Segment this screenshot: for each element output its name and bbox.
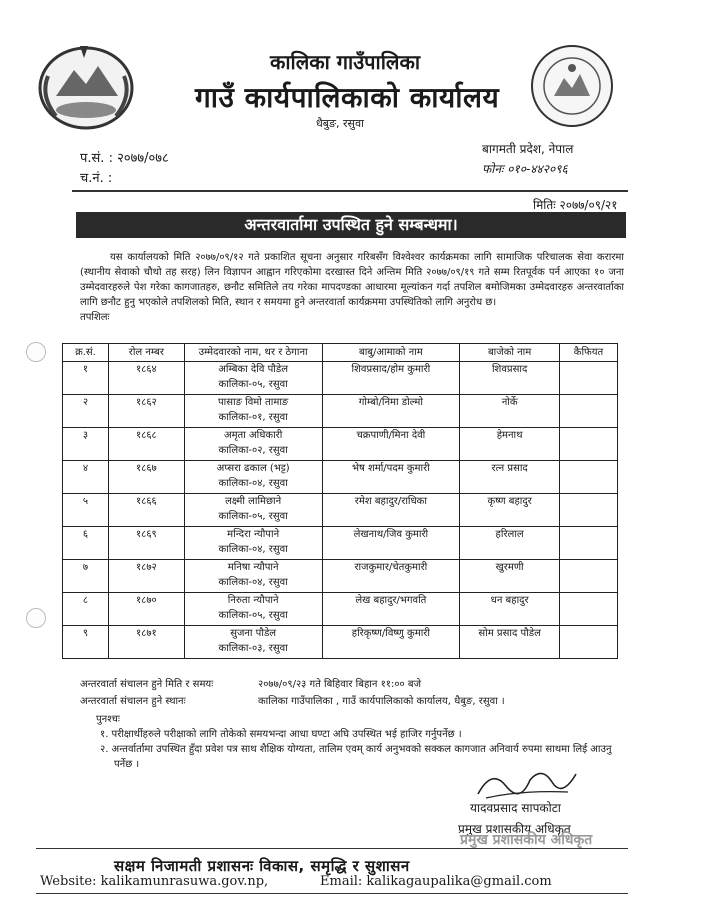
cell-roll: १८७१: [108, 626, 184, 659]
cell-grandfather: रत्न प्रसाद: [460, 461, 560, 494]
candidate-address: कालिका-०१, रसुवा: [218, 412, 288, 423]
table-row: [63, 362, 618, 395]
body-paragraph: [80, 250, 624, 325]
candidate-address: कालिका-०५, रसुवा: [218, 379, 288, 390]
col-sn: क्र.सं.: [63, 344, 109, 362]
org-name: कालिका गाउँपालिका: [270, 50, 421, 74]
cell-sn: ६: [63, 527, 109, 560]
cell-parents: लेखनाथ/जिव कुमारी: [322, 527, 460, 560]
interview-place-value: कालिका गाउँपालिका , गाउँ कार्यपालिकाको कार्यालय, धैबुङ, रसुवा ।: [258, 696, 505, 707]
cell-roll: १८६४: [108, 362, 184, 395]
table-row: [63, 395, 618, 428]
cell-candidate: [184, 560, 322, 593]
cell-candidate: [184, 395, 322, 428]
cell-sn: ७: [63, 560, 109, 593]
table-row: [63, 494, 618, 527]
cell-candidate: [184, 626, 322, 659]
candidate-address: कालिका-०३, रसुवा: [218, 643, 288, 654]
cell-candidate: [184, 593, 322, 626]
cell-parents: भेष शर्मा/पदम कुमारी: [322, 461, 460, 494]
ps-label: प.सं. :: [80, 151, 113, 166]
cell-sn: ४: [63, 461, 109, 494]
table-row: [63, 428, 618, 461]
candidate-address: कालिका-०५, रसुवा: [218, 511, 288, 522]
phone-number: फोनः ०१०-४४२०९६: [482, 162, 568, 176]
table-row: [63, 461, 618, 494]
interview-time-value: २०७७/०९/२३ गते बिहिवार बिहान ११:०० बजे: [258, 679, 422, 690]
col-parents: बाबु/आमाको नाम: [322, 344, 460, 362]
cell-grandfather: खुरमणी: [460, 560, 560, 593]
cell-sn: १: [63, 362, 109, 395]
table-row: [63, 593, 618, 626]
subject-banner: अन्तरवार्तामा उपस्थित हुने सम्बन्धमा।: [76, 212, 626, 238]
table-row: [63, 626, 618, 659]
col-grandfather: बाजेको नाम: [460, 344, 560, 362]
cell-remarks: [560, 461, 618, 494]
punch-hole: [26, 608, 46, 628]
interview-time-label: अन्तरवार्ता संचालन हुने मिति र समयः: [80, 679, 214, 690]
cell-grandfather: शिवप्रसाद: [460, 362, 560, 395]
col-remarks: कैफियत: [560, 344, 618, 362]
interview-place-label: अन्तरवार्ता संचालन हुने स्थानः: [80, 696, 186, 707]
table-header-row: [63, 344, 618, 362]
note-item: १. परीक्षार्थीहरुले परीक्षाको लागि तोकेको समयभन्दा आधा घण्टा अघि उपस्थित भई हाजिर गर्नुपर्नेछ ।: [100, 729, 462, 740]
municipality-seal-icon: [530, 44, 614, 128]
tapsil-label: तपशिलः: [80, 312, 110, 323]
signatory-stamp: प्रमुख प्रशासकीय अधिकृत: [460, 832, 593, 848]
nepal-emblem-icon: [34, 36, 138, 132]
punch-hole: [26, 342, 46, 362]
cell-remarks: [560, 626, 618, 659]
signature-icon: [472, 762, 582, 804]
col-candidate: उम्मेदवारको नाम, थर र ठेगाना: [184, 344, 322, 362]
cell-grandfather: धन बहादुर: [460, 593, 560, 626]
table-row: [63, 527, 618, 560]
cell-sn: २: [63, 395, 109, 428]
candidate-address: कालिका-०४, रसुवा: [218, 544, 288, 555]
cell-parents: लेख बहादुर/भगवति: [322, 593, 460, 626]
cell-grandfather: हेमनाथ: [460, 428, 560, 461]
letter-date: मितिः २०७७/०९/२१: [533, 198, 618, 212]
letter-number: [80, 148, 169, 166]
cell-candidate: [184, 461, 322, 494]
cell-sn: ९: [63, 626, 109, 659]
cell-sn: ५: [63, 494, 109, 527]
cell-parents: राजकुमार/चेतकुमारी: [322, 560, 460, 593]
cell-remarks: [560, 527, 618, 560]
cell-roll: १८७२: [108, 560, 184, 593]
cell-grandfather: हरिलाल: [460, 527, 560, 560]
signatory-name: यादवप्रसाद सापकोटा: [470, 801, 561, 815]
cell-parents: हरिकृष्ण/विष्णु कुमारी: [322, 626, 460, 659]
province: बागमती प्रदेश, नेपाल: [482, 142, 574, 156]
cell-remarks: [560, 494, 618, 527]
cell-roll: १८६९: [108, 527, 184, 560]
notes-heading: पुनश्चः: [96, 714, 120, 725]
note-item: २. अन्तर्वार्तामा उपस्थित हुँदा प्रवेश पत्र साथ शैक्षिक योग्यता, तालिम एवम् कार्य अनुभवको सक्कल कागजात अनिवार्य रुपमा साथमा लिई आउनु पर्नेछ ।: [100, 744, 612, 770]
cell-parents: शिवप्रसाद/होम कुमारी: [322, 362, 460, 395]
cell-remarks: [560, 362, 618, 395]
candidate-address: कालिका-०४, रसुवा: [218, 478, 288, 489]
office-address: धैबुङ, रसुवा: [316, 117, 364, 130]
candidate-name: अम्बिका देवि पौडेल: [218, 364, 288, 375]
table-row: [63, 560, 618, 593]
footer-email: Email: kalikagaupalika@gmail.com: [320, 874, 552, 889]
cell-remarks: [560, 395, 618, 428]
body-text: यस कार्यालयको मिति २०७७/०९/१२ गते प्रकाशित सूचना अनुसार गरिबसँग विश्वेश्वर कार्यक्रमका लागि सामाजिक परिचालक सेवा करारमा (स्थानीय सेवाको चौथो तह सरह) लिन विज्ञापन आह्वान गरिएकोमा दरखास्त दिने अन्तिम मिति २०७७/०९/१९ गते सम्म रितपूर्वक पर्न आएका १० जना उम्मेदवारहरुले पेश गरेका कागजातहरु, छनौट समितिले तय गरेका मापदण्डका आधारमा मूल्यांकन गर्दा तपशिल बमोजिमका उम्मेदवारहरु अन्तरवार्ताका लागि छनौट हुनु भएकोले तपशिलको मिति, स्थान र समयमा हुने अन्तरवार्ता कार्यक्रममा उपस्थितिको लागि अनुरोध छ।: [80, 252, 624, 308]
ps-value: २०७७/०७८: [117, 151, 169, 166]
cell-parents: चक्रपाणी/मिना देवी: [322, 428, 460, 461]
candidate-name: पासाङ विमो तामाङ: [217, 397, 289, 408]
cell-remarks: [560, 593, 618, 626]
cell-candidate: [184, 527, 322, 560]
footer-motto: सक्षम निजामती प्रशासनः विकास, समृद्धि र सुशासन: [114, 857, 410, 875]
candidate-table: [62, 343, 618, 659]
cell-candidate: [184, 362, 322, 395]
header-divider: [72, 190, 628, 192]
cell-roll: १८६७: [108, 461, 184, 494]
candidate-name: लक्ष्मी लामिछाने: [225, 496, 282, 507]
footer-divider: [36, 848, 628, 849]
cell-sn: ३: [63, 428, 109, 461]
cell-roll: १८६६: [108, 494, 184, 527]
cell-candidate: [184, 428, 322, 461]
cell-grandfather: सोम प्रसाद पौडेल: [460, 626, 560, 659]
candidate-address: कालिका-०४, रसुवा: [218, 577, 288, 588]
cell-parents: रमेश बहादुर/राधिका: [322, 494, 460, 527]
cell-roll: १८७०: [108, 593, 184, 626]
cell-parents: गोम्बो/निमा डोल्मो: [322, 395, 460, 428]
cell-candidate: [184, 494, 322, 527]
signatory-role: प्रमुख प्रशासकीय अधिकृत: [458, 822, 571, 836]
cell-sn: ८: [63, 593, 109, 626]
candidate-name: सुजना पौडेल: [230, 628, 277, 639]
candidate-name: मनिषा न्यौपाने: [227, 562, 279, 573]
dispatch-number: च.नं. :: [80, 171, 113, 186]
candidate-name: निरुता न्यौपाने: [227, 595, 279, 606]
footer-bottom-divider: [36, 893, 628, 894]
candidate-name: मन्दिरा न्यौपाने: [227, 529, 280, 540]
candidate-name: अमृता अधिकारी: [223, 430, 283, 441]
cell-grandfather: कृष्ण बहादुर: [460, 494, 560, 527]
candidate-address: कालिका-०२, रसुवा: [218, 445, 288, 456]
cell-roll: १८६२: [108, 395, 184, 428]
cell-grandfather: नोर्के: [460, 395, 560, 428]
cell-roll: १८६८: [108, 428, 184, 461]
cell-remarks: [560, 428, 618, 461]
candidate-name: अप्सरा ढकाल (भट्ट): [216, 463, 290, 474]
office-name: गाउँ कार्यपालिकाको कार्यालय: [195, 81, 500, 114]
candidate-address: कालिका-०५, रसुवा: [218, 610, 288, 621]
col-roll: रोल नम्बर: [108, 344, 184, 362]
cell-remarks: [560, 560, 618, 593]
footer-website: Website: kalikamunrasuwa.gov.np,: [40, 874, 269, 889]
